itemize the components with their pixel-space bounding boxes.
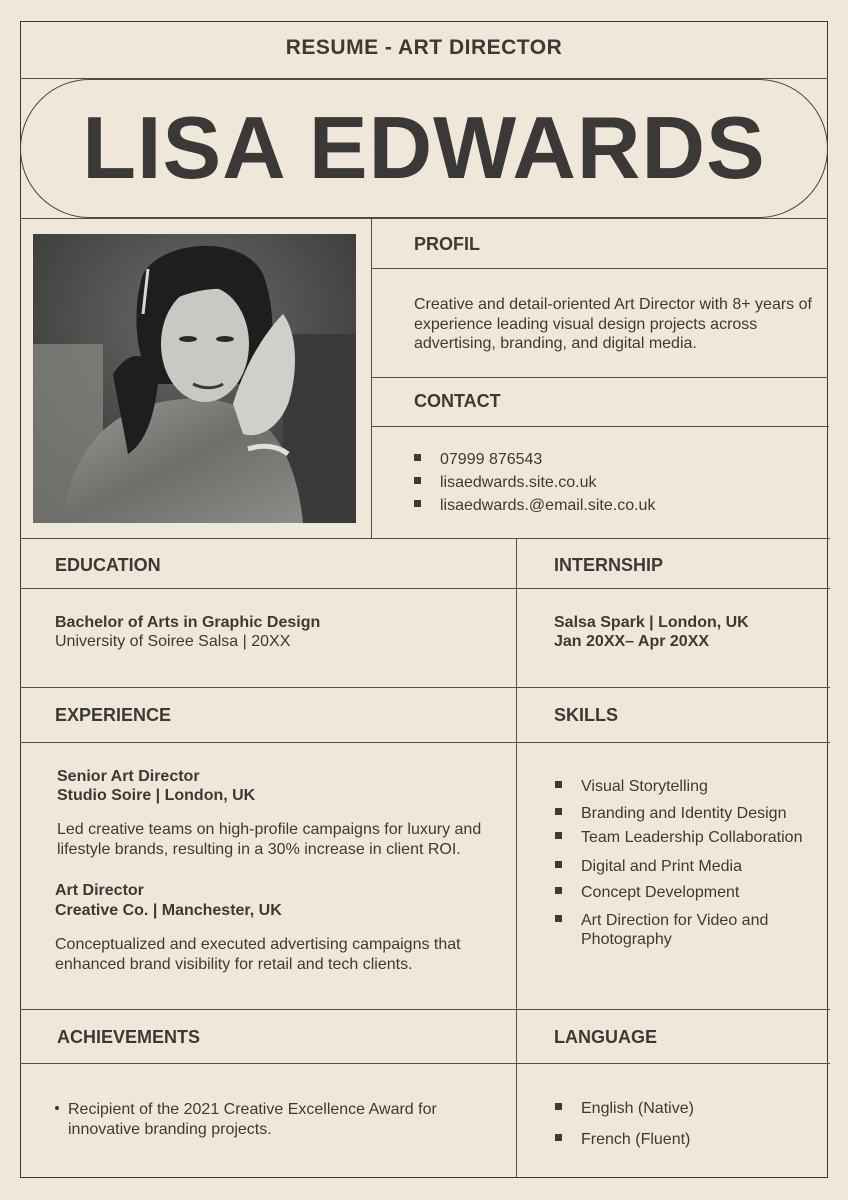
divider (371, 377, 828, 378)
contact-heading: CONTACT (414, 391, 501, 411)
achievements-heading: ACHIEVEMENTS (57, 1027, 201, 1047)
contact-website[interactable]: lisaedwards.site.co.uk (414, 473, 814, 493)
skills-heading: SKILLS (554, 705, 619, 725)
job-company: Studio Soire | London, UK (57, 787, 256, 804)
skill-item: Branding and Identity Design (555, 804, 815, 824)
skill-item: Team Leadership Collaboration (555, 828, 815, 848)
bullet-icon (55, 1106, 59, 1110)
education-school: University of Soiree Salsa | 20XX (55, 633, 291, 650)
experience-heading: EXPERIENCE (55, 705, 172, 725)
divider (371, 268, 828, 269)
portrait-image (33, 234, 356, 523)
divider (516, 538, 517, 1178)
internship-dates: Jan 20XX– Apr 20XX (554, 633, 710, 650)
internship-company: Salsa Spark | London, UK (554, 614, 749, 631)
divider (371, 426, 829, 427)
job-description: Conceptualized and executed advertising campaigns that enhanced brand visibility for retail and tech clients. (55, 936, 461, 973)
divider (20, 687, 830, 688)
divider (371, 218, 372, 538)
job-title: Senior Art Director (57, 768, 200, 785)
job-description: Led creative teams on high-profile campaigns for luxury and lifestyle brands, resulting in a 30% increase in client ROI. (57, 821, 482, 858)
achievement-item: Recipient of the 2021 Creative Excellence Award for innovative branding projects. (68, 1101, 437, 1138)
divider (20, 1063, 830, 1064)
language-heading: LANGUAGE (554, 1027, 657, 1047)
divider (20, 538, 830, 539)
contact-email[interactable]: lisaedwards.@email.site.co.uk (414, 496, 814, 516)
language-list (555, 1099, 815, 1149)
profil-text: Creative and detail-oriented Art Director with 8+ years of experience leading visual design projects across advertising, branding, and digital media. (414, 296, 812, 352)
language-item: French (Fluent) (555, 1130, 815, 1150)
education-heading: EDUCATION (55, 555, 161, 575)
language-item: English (Native) (555, 1099, 815, 1119)
skill-item: Digital and Print Media (555, 857, 815, 877)
skill-item: Concept Development (555, 883, 815, 903)
profile-photo (33, 234, 356, 523)
internship-heading: INTERNSHIP (554, 555, 664, 575)
skill-item: Visual Storytelling (555, 777, 815, 797)
contact-list (414, 450, 814, 516)
job-title: Art Director (55, 882, 144, 899)
education-degree: Bachelor of Arts in Graphic Design (55, 614, 321, 631)
profil-heading: PROFIL (414, 234, 480, 254)
job-company: Creative Co. | Manchester, UK (55, 902, 282, 919)
divider (20, 218, 828, 219)
skill-item: Art Direction for Video and Photography (555, 911, 815, 950)
divider (20, 742, 830, 743)
contact-phone: 07999 876543 (414, 450, 814, 470)
achievements-list (55, 1100, 475, 1139)
divider (20, 588, 830, 589)
divider (20, 1009, 830, 1010)
document-title: RESUME - ART DIRECTOR (285, 36, 563, 59)
skills-list (555, 777, 815, 950)
candidate-name: LISA EDWARDS (82, 98, 766, 197)
